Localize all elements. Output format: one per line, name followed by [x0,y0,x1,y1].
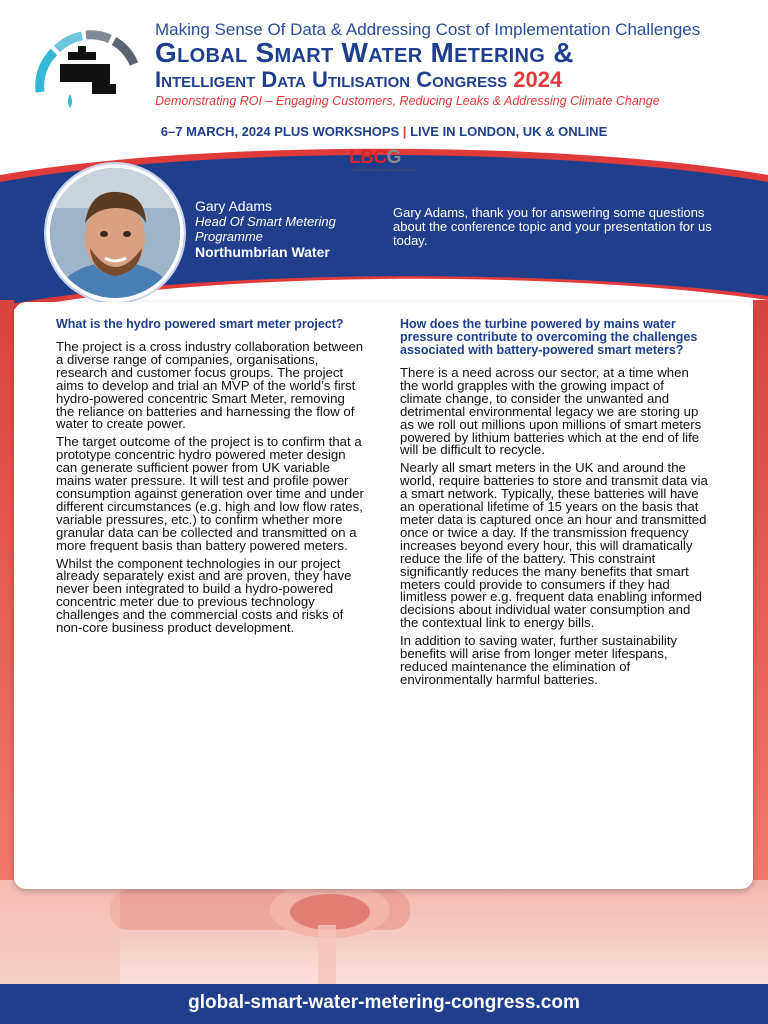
question-heading: What is the hydro powered smart meter project? [56,317,344,331]
speaker-info [195,198,345,260]
organizer-logo-grey: G [386,147,401,168]
answer-paragraph: The target outcome of the project is to confirm that a prototype concentric hydro powered meter design can generate sufficient power from UK variable mains water pressure. It will test and profile power consumption against generation over time and under different circumstances (e.g. high and low flow rates, variable pressures, etc.) to confirm whether more granular data can be collected and transmitted on a more frequent basis than battery powered meters. [56,434,364,553]
answer-paragraph: Nearly all smart meters in the UK and around the world, require batteries to store and transmit data via a smart network. Typically, these batteries will have an operational lifetime of 15 years on the basis that meter data is captured once an hour and transmitted once or twice a day. If the transmission frequency increases beyond every hour, this will dramatically reduce the life of the battery. This constraint significantly reduces the many benefits that smart meters could provide to consumers if they had limitless power e.g. frequent data enabling informed decisions about individual water consumption and the contextual link to energy bills. [400,460,708,631]
answer-paragraph: Whilst the component technologies in our project already separately exist and are proven, they have never been integrated to build a hydro-powered concentric meter due to previous technology challenges and the commercial costs and risks of non-core business product development. [56,555,352,636]
answer-paragraph: The project is a cross industry collaboration between a diverse range of companies, organisations, research and customer focus groups. The project aims to develop and trial an MVP of the world’s first hydro-powered concentric Smart Meter, removing the reliance on batteries and harnessing the flow of water to create power. [56,339,364,432]
answer-paragraph: There is a need across our sector, at a time when the world grapples with the growing impact of climate change, to consider the unwanted and detrimental environmental legacy we are storing up as we roll out millions upon millions of smart meters powered by lithium batteries which at the end of life will be difficult to recycle. [400,365,702,458]
tap-photo-background [0,880,768,984]
event-title-text: Intelligent Data Utilisation Congress [155,67,508,92]
event-date-text: 6–7 MARCH, 2024 PLUS WORKSHOPS [160,124,400,139]
event-dates [0,124,768,139]
interview-column-left [56,318,364,640]
dates-separator: | [402,124,407,139]
event-subtagline: Demonstrating ROI – Engaging Customers, Reducing Leaks & Addressing Climate Change [155,94,660,108]
water-meter-gauge-icon [30,22,145,117]
organizer-logo-red: LBC [349,147,387,168]
interview-card [14,302,753,889]
speaker-role: Head Of Smart Metering Programme [195,214,336,244]
speaker-name: Gary Adams [195,198,273,214]
interview-intro: Gary Adams, thank you for answering some questions about the conference topic and your presentation for us today. [393,205,712,248]
speaker-avatar [46,164,184,302]
speaker-photo-icon [50,168,180,298]
organizer-logo [349,147,401,169]
organizer-logo-sub: London Business Conferences Group [350,167,417,172]
answer-paragraph: In addition to saving water, further sustainability benefits will arise from longer meter lifespans, reduced maintenance the elimination of environmentally harmful batteries. [400,633,678,687]
interview-column-right [400,318,708,692]
question-heading: How does the turbine powered by mains water pressure contribute to overcoming the challenges associated with battery-powered smart meters? [400,317,698,357]
event-title-line1: Global Smart Water Metering & [155,37,574,68]
event-tagline: Making Sense Of Data & Addressing Cost of Implementation Challenges [155,20,701,39]
event-year: 2024 [513,67,563,92]
header [0,0,768,150]
tap-faucet-icon [0,880,768,984]
event-location: LIVE IN LONDON, UK & ONLINE [410,124,608,139]
website-link[interactable]: global-smart-water-metering-congress.com [188,992,580,1013]
left-red-edge [0,300,14,900]
right-red-edge [753,300,768,900]
speaker-organization: Northumbrian Water [195,244,330,260]
event-title-line2 [155,67,562,93]
